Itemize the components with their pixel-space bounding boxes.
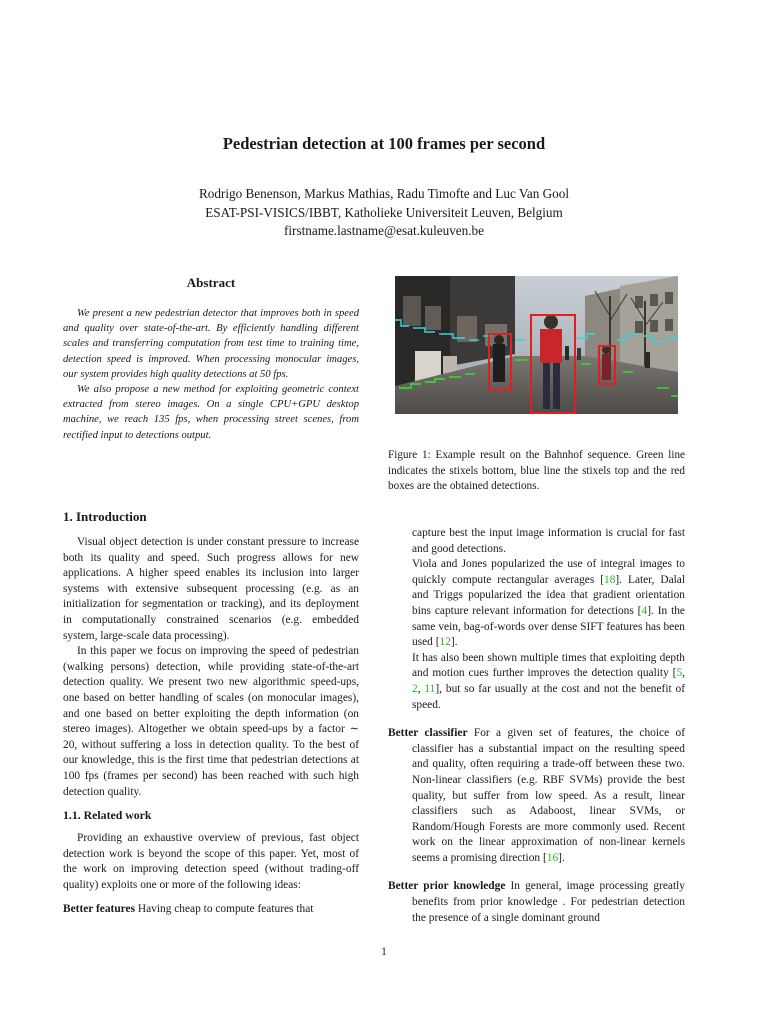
depth-text-a: It has also been shown multiple times that exploiting depth and motion cues further improves the detection quality [ bbox=[412, 651, 685, 680]
better-prior-knowledge-label: Better prior knowledge bbox=[388, 880, 506, 893]
related-work-paragraph: Providing an exhaustive overview of previous, fast object detection work is beyond the scope of this paper. Yet, most of the work on improving detection speed (without trading-off quality) exploits one or more of the following ideas: bbox=[63, 832, 359, 891]
better-classifier-text: For a given set of features, the choice of classifier has a substantial impact on the resulting speed and quality, often requiring a trade-off between these two. Non-linear classifiers (e.g. RBF SVMs) provide the best quality, but suffer from low speed. As a result, linear classifiers such as Adaboost, linear SVMs, or Random/Hough Forests are more commonly used. Recent work on the linear approximation of non-linear kernels seems a promising direction [ bbox=[412, 727, 685, 864]
better-features-text-start: Having cheap to compute features that bbox=[137, 903, 314, 916]
figure-1-caption: Figure 1: Example result on the Bahnhof sequence. Green line indicates the stixels bottom, blue line the stixels top and the red boxes are the obtained detections. bbox=[388, 449, 685, 493]
better-prior-knowledge-text: In general, image processing greatly benefits from prior knowledge . For pedestrian detection the presence of a single dominant ground bbox=[412, 880, 685, 924]
citation-link[interactable]: 4 bbox=[641, 604, 648, 617]
author-affiliation: ESAT-PSI-VISICS/IBBT, Katholieke Universiteit Leuven, Belgium bbox=[205, 204, 563, 220]
viola-text-c: ]. In the same vein, bag-of-words over dense SIFT features has been used [ bbox=[412, 604, 685, 649]
street-scene-illustration bbox=[395, 276, 678, 414]
introduction-heading: 1. Introduction bbox=[63, 509, 147, 524]
better-classifier-label: Better classifier bbox=[388, 727, 468, 740]
depth-text-b: ], but so far usually at the cost and not the benefit of speed. bbox=[412, 682, 685, 711]
related-work-body bbox=[63, 831, 359, 918]
paper-title: Pedestrian detection at 100 frames per second bbox=[222, 134, 546, 153]
page-number: 1 bbox=[381, 946, 387, 958]
introduction-paragraph-2: In this paper we focus on improving the speed of pedestrian (walking persons) detection, while providing state-of-the-art detection quality. We present two new algorithmic speed-ups, one based on better handling of scales (on monocular images), and one based on better exploiting the depth information (on stereo images). Altogether we obtain speed-ups by a factor ∼ 20, without suffering a loss in detection quality. To the best of our knowledge, this is the first time that pedestrian detections at 100 fps (frames per second) has been reached with such high detection quality. bbox=[63, 645, 359, 798]
author-names: Rodrigo Benenson, Markus Mathias, Radu Timofte and Luc Van Gool bbox=[198, 186, 570, 201]
better-classifier-item bbox=[388, 726, 685, 866]
citation-link[interactable]: 11 bbox=[424, 682, 436, 695]
abstract-paragraph-2: We also propose a new method for exploiting geometric context extracted from stereo images. On a single CPU+GPU desktop machine, we reach 135 fps, when processing street scenes, from rectified input to detections output. bbox=[63, 384, 359, 441]
abstract-body bbox=[63, 306, 359, 443]
viola-text-d: ]. bbox=[450, 636, 458, 649]
citation-link[interactable]: 2 bbox=[412, 682, 418, 695]
citation-link[interactable]: 12 bbox=[439, 636, 451, 649]
citation-link[interactable]: 16 bbox=[546, 851, 559, 864]
viola-jones-paragraph bbox=[388, 557, 685, 651]
better-features-label: Better features bbox=[63, 903, 136, 916]
better-features-item-start bbox=[63, 902, 359, 918]
introduction-paragraph-1: Visual object detection is under constant pressure to increase both its quality and speed. Such progress allows for new applications. A higher speed enables its inclusion into larger systems with extensive subsequent processing (e.g. as an initialization for segmentation or tracking), and its deployment in computationally constrained scenarios (e.g. embedded system, large-scale data processing). bbox=[63, 536, 359, 642]
citation-link[interactable]: 5 bbox=[676, 667, 683, 680]
citation-link[interactable]: 18 bbox=[604, 573, 616, 586]
introduction-body bbox=[63, 535, 359, 800]
depth-cues-paragraph bbox=[388, 651, 685, 713]
better-prior-knowledge-item bbox=[388, 879, 685, 926]
viola-text-b: ]. Later, Dalal and Triggs popularized the idea that gradient orientation bins capture relevant information for detections [ bbox=[412, 573, 686, 617]
better-features-text-continued: capture best the input image information is crucial for fast and good detections. bbox=[412, 527, 685, 555]
author-block bbox=[0, 185, 768, 241]
figure-1-image bbox=[395, 276, 678, 414]
abstract-heading: Abstract bbox=[186, 275, 236, 290]
viola-text-a: Viola and Jones popularized the use of integral images to quickly compute rectangular averages [ bbox=[412, 558, 685, 586]
better-classifier-text-end: ]. bbox=[558, 851, 565, 864]
right-column-body bbox=[388, 526, 685, 926]
depth-separator: , bbox=[682, 667, 685, 680]
related-work-heading: 1.1. Related work bbox=[63, 808, 152, 822]
abstract-paragraph-1: We present a new pedestrian detector that improves both in speed and quality over state-of-the-art. By efficiently handling different scales and transferring computation from test time to training time, detection speed is improved. When processing monocular images, our system provides high quality detections at 50 fps. bbox=[63, 308, 359, 380]
depth-separator: , bbox=[417, 682, 425, 695]
author-email: firstname.lastname@esat.kuleuven.be bbox=[284, 223, 484, 238]
